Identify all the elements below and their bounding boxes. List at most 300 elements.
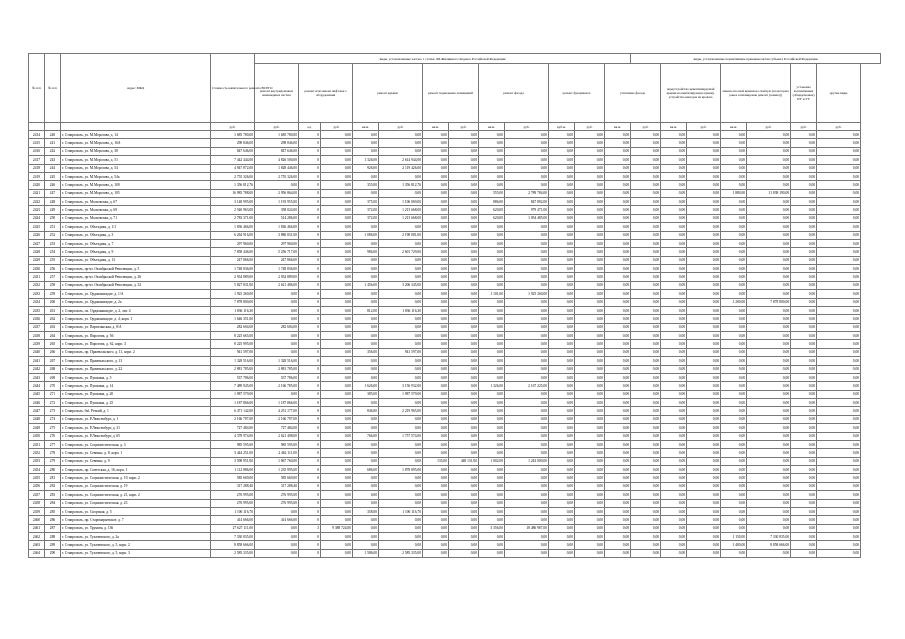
row-number-local: 258 (45, 281, 61, 289)
row-basement-area: 0,00 (423, 466, 449, 474)
row-basement-cost: 0,00 (449, 357, 479, 365)
row-pitched-area: 0,00 (721, 440, 747, 448)
row-roof-area: 355,00 (353, 181, 379, 189)
row-foundation-volume: 0,00 (549, 214, 575, 222)
row-total-cost: 3 444 251,00 (211, 449, 255, 457)
row-roof-cost: 0,00 (379, 290, 423, 298)
row-engineering-cost: 282 604,00 (255, 323, 299, 331)
row-address: г. Ставрополь, ул. Тухачевского, д. 5, корп. 2 (61, 541, 211, 549)
row-basement-area: 0,00 (423, 273, 449, 281)
row-other-cost: 0,00 (817, 457, 861, 465)
row-other-cost: 0,00 (817, 256, 861, 264)
row-foundation-cost: 0,00 (575, 298, 605, 306)
row-other-cost: 0,00 (817, 449, 861, 457)
row-insulation-cost: 0,00 (631, 147, 661, 155)
row-number: 2416 (29, 147, 45, 155)
row-number: 2450 (29, 432, 45, 440)
row-number-local: 255 (45, 256, 61, 264)
row-meters-cost: 0,00 (791, 332, 817, 340)
row-ventroof-cost: 0,00 (687, 524, 721, 532)
row-facade-area: 0,00 (479, 474, 505, 482)
row-facade-cost: 0,00 (505, 440, 549, 448)
row-lift-count: 0 (299, 172, 321, 180)
row-insulation-area: 0,00 (605, 131, 631, 139)
row-facade-cost: 0,00 (505, 449, 549, 457)
row-address: г. Ставрополь, ул. Орджоникидзе, д. 1/А (61, 290, 211, 298)
row-ventroof-cost: 0,00 (687, 156, 721, 164)
row-roof-cost: 0,00 (379, 340, 423, 348)
row-insulation-cost: 0,00 (631, 541, 661, 549)
row-lift-count: 0 (299, 457, 321, 465)
unit-label: куб.м. (549, 123, 575, 131)
row-address: г. Ставрополь, ул. Пржевальского, д. 22 (61, 365, 211, 373)
row-insulation-area: 0,00 (605, 415, 631, 423)
row-insulation-cost: 0,00 (631, 265, 661, 273)
row-foundation-volume: 0,00 (549, 332, 575, 340)
row-total-cost: 297 960,00 (211, 239, 255, 247)
table-row (29, 365, 881, 373)
row-other-cost: 0,00 (817, 248, 861, 256)
row-foundation-cost: 0,00 (575, 315, 605, 323)
row-roof-area: 375,00 (353, 198, 379, 206)
table-row (29, 281, 881, 289)
row-number-local: 271 (45, 390, 61, 398)
row-number-local: 282 (45, 482, 61, 490)
row-pitched-area: 0,00 (721, 466, 747, 474)
row-basement-cost: 0,00 (449, 139, 479, 147)
row-pitched-area: 0,00 (721, 507, 747, 515)
row-roof-area: 1 586,00 (353, 549, 379, 557)
row-insulation-area: 0,00 (605, 407, 631, 415)
row-engineering-cost: 1 193 955,00 (255, 198, 299, 206)
table-row (29, 482, 881, 490)
row-other-cost: 0,00 (817, 172, 861, 180)
row-foundation-cost: 0,00 (575, 399, 605, 407)
row-lift-count: 0 (299, 466, 321, 474)
row-number: 2425 (29, 223, 45, 231)
row-foundation-cost: 0,00 (575, 457, 605, 465)
row-lift-count: 0 (299, 239, 321, 247)
row-roof-area: 0,00 (353, 172, 379, 180)
row-basement-area: 0,00 (423, 265, 449, 273)
row-pitched-cost: 0,00 (747, 507, 791, 515)
row-foundation-volume: 0,00 (549, 206, 575, 214)
row-engineering-cost: 298 846,00 (255, 139, 299, 147)
row-address: г. Ставрополь, ул. Социалистическая, д. 3 (61, 440, 211, 448)
row-insulation-cost: 0,00 (631, 357, 661, 365)
row-meters-cost: 0,00 (791, 415, 817, 423)
row-basement-area: 0,00 (423, 382, 449, 390)
row-roof-cost: 0,00 (379, 189, 423, 197)
row-insulation-area: 0,00 (605, 449, 631, 457)
row-facade-area: 0,00 (479, 440, 505, 448)
row-facade-cost: 0,00 (505, 516, 549, 524)
row-ventroof-cost: 0,00 (687, 214, 721, 222)
header-kind-roof: ремонт крыши (353, 64, 423, 123)
row-engineering-cost: 727 484,00 (255, 424, 299, 432)
row-insulation-area: 0,00 (605, 306, 631, 314)
row-meters-cost: 0,00 (791, 248, 817, 256)
row-foundation-volume: 0,00 (549, 549, 575, 557)
row-lift-cost: 0,00 (321, 139, 353, 147)
row-total-cost: 8 225 665,00 (211, 332, 255, 340)
row-ventroof-area: 0,00 (661, 139, 687, 147)
row-address: г. Ставрополь, ул. М.Морозова, д. 105 (61, 189, 211, 197)
row-pitched-area: 0,00 (721, 348, 747, 356)
row-engineering-cost: 0,00 (255, 348, 299, 356)
row-number-local: 278 (45, 449, 61, 457)
row-roof-cost: 0,00 (379, 223, 423, 231)
row-lift-cost: 0,00 (321, 449, 353, 457)
row-facade-cost: 0,00 (505, 164, 549, 172)
row-other-cost: 0,00 (817, 499, 861, 507)
header-group-2: виды, установленные нормативным правовым актом субъекта Российской Федерации (631, 54, 881, 64)
row-address: г. Ставрополь, ул. Московская, д. 71 (61, 214, 211, 222)
row-lift-cost: 0,00 (321, 131, 353, 139)
table-row (29, 491, 881, 499)
row-roof-area: 0,00 (353, 323, 379, 331)
row-basement-area: 0,00 (423, 474, 449, 482)
row-insulation-cost: 0,00 (631, 248, 661, 256)
row-lift-count: 0 (299, 298, 321, 306)
row-insulation-cost: 0,00 (631, 440, 661, 448)
row-lift-cost: 0,00 (321, 365, 353, 373)
row-number: 2435 (29, 306, 45, 314)
row-insulation-cost: 0,00 (631, 407, 661, 415)
row-insulation-cost: 0,00 (631, 181, 661, 189)
table-row (29, 340, 881, 348)
row-facade-area: 0,00 (479, 265, 505, 273)
row-address: г. Ставрополь, пр. Старомарьевское, д. 7 (61, 516, 211, 524)
row-insulation-cost: 0,00 (631, 432, 661, 440)
row-foundation-cost: 0,00 (575, 432, 605, 440)
row-foundation-cost: 0,00 (575, 348, 605, 356)
row-lift-count: 0 (299, 382, 321, 390)
row-roof-cost: 1 987 579,00 (379, 390, 423, 398)
row-foundation-cost: 0,00 (575, 533, 605, 541)
row-pitched-area: 1 200,00 (721, 298, 747, 306)
row-number-local: 257 (45, 273, 61, 281)
row-number: 2424 (29, 214, 45, 222)
row-other-cost: 0,00 (817, 139, 861, 147)
row-basement-area: 0,00 (423, 139, 449, 147)
row-basement-cost: 0,00 (449, 482, 479, 490)
row-total-cost: 7 858 446,00 (211, 248, 255, 256)
row-engineering-cost: 0,00 (255, 541, 299, 549)
table-row (29, 206, 881, 214)
row-pitched-area: 0,00 (721, 306, 747, 314)
row-ventroof-cost: 0,00 (687, 373, 721, 381)
row-insulation-area: 0,00 (605, 189, 631, 197)
row-facade-area: 0,00 (479, 231, 505, 239)
row-ventroof-area: 0,00 (661, 198, 687, 206)
row-foundation-volume: 0,00 (549, 181, 575, 189)
row-pitched-cost: 0,00 (747, 499, 791, 507)
row-basement-cost: 0,00 (449, 306, 479, 314)
row-basement-area: 0,00 (423, 256, 449, 264)
row-lift-count: 0 (299, 139, 321, 147)
row-other-cost: 0,00 (817, 382, 861, 390)
row-pitched-area: 1 880,00 (721, 189, 747, 197)
row-pitched-area: 0,00 (721, 399, 747, 407)
row-number-local: 254 (45, 248, 61, 256)
row-facade-cost: 0,00 (505, 541, 549, 549)
row-ventroof-cost: 0,00 (687, 273, 721, 281)
row-facade-cost: 0,00 (505, 415, 549, 423)
row-foundation-volume: 0,00 (549, 482, 575, 490)
row-meters-cost: 0,00 (791, 298, 817, 306)
row-basement-area: 0,00 (423, 440, 449, 448)
row-roof-cost: 0,00 (379, 440, 423, 448)
row-pitched-area: 0,00 (721, 424, 747, 432)
row-lift-count: 0 (299, 273, 321, 281)
row-foundation-cost: 0,00 (575, 323, 605, 331)
row-insulation-cost: 0,00 (631, 189, 661, 197)
row-facade-cost: 0,00 (505, 281, 549, 289)
row-total-cost: 941 597,00 (211, 348, 255, 356)
row-total-cost: 2 934 889,00 (211, 273, 255, 281)
row-insulation-cost: 0,00 (631, 298, 661, 306)
row-engineering-cost: 0,00 (255, 298, 299, 306)
row-facade-area: 0,00 (479, 365, 505, 373)
row-pitched-cost: 0,00 (747, 415, 791, 423)
row-total-cost: 8 225 995,00 (211, 340, 255, 348)
row-basement-area: 0,00 (423, 231, 449, 239)
unit-label: руб. (747, 123, 791, 131)
row-number-local: 263 (45, 323, 61, 331)
row-ventroof-area: 0,00 (661, 256, 687, 264)
row-roof-area: 0,00 (353, 357, 379, 365)
row-foundation-volume: 0,00 (549, 449, 575, 457)
row-insulation-cost: 0,00 (631, 399, 661, 407)
row-facade-cost: 2 167 225,00 (505, 382, 549, 390)
header-kind-lift: ремонт или замена лифтового оборудования (299, 64, 353, 123)
row-insulation-cost: 0,00 (631, 348, 661, 356)
row-ventroof-area: 0,00 (661, 306, 687, 314)
row-lift-cost: 0,00 (321, 156, 353, 164)
row-other-cost: 0,00 (817, 290, 861, 298)
row-facade-cost: 0,00 (505, 340, 549, 348)
row-facade-area: 1 002,00 (479, 457, 505, 465)
row-roof-area: 0,00 (353, 449, 379, 457)
row-facade-area: 0,00 (479, 541, 505, 549)
row-engineering-cost: 1 328 516,00 (255, 357, 299, 365)
row-number: 2451 (29, 440, 45, 448)
row-lift-count: 0 (299, 290, 321, 298)
row-address: г. Ставрополь, ул. Пушкина, д. 25 (61, 399, 211, 407)
row-insulation-area: 0,00 (605, 524, 631, 532)
row-insulation-cost: 0,00 (631, 390, 661, 398)
row-foundation-volume: 0,00 (549, 516, 575, 524)
row-ventroof-area: 0,00 (661, 482, 687, 490)
row-number: 2423 (29, 206, 45, 214)
row-lift-count: 0 (299, 357, 321, 365)
row-number: 2417 (29, 156, 45, 164)
row-pitched-cost: 0,00 (747, 256, 791, 264)
row-insulation-cost: 0,00 (631, 373, 661, 381)
table-row (29, 189, 881, 197)
row-engineering-cost: 985 595,00 (255, 440, 299, 448)
row-basement-cost: 0,00 (449, 265, 479, 273)
row-facade-cost: 0,00 (505, 373, 549, 381)
row-address: г. Ставрополь, ул. Спортная, д. 5 (61, 507, 211, 515)
row-roof-area: 0,00 (353, 189, 379, 197)
unit-label: ед. (299, 123, 321, 131)
row-number: 2457 (29, 491, 45, 499)
row-basement-area: 0,00 (423, 491, 449, 499)
row-ventroof-area: 0,00 (661, 533, 687, 541)
row-meters-cost: 0,00 (791, 516, 817, 524)
row-roof-area: 0,00 (353, 491, 379, 499)
row-facade-cost: 2 789 784,00 (505, 189, 549, 197)
row-basement-area: 135,00 (423, 457, 449, 465)
row-facade-cost: 0,00 (505, 474, 549, 482)
row-insulation-area: 0,00 (605, 164, 631, 172)
row-number-local: 243 (45, 156, 61, 164)
row-meters-cost: 0,00 (791, 139, 817, 147)
row-pitched-area: 0,00 (721, 524, 747, 532)
row-number-local: 250 (45, 214, 61, 222)
row-foundation-volume: 0,00 (549, 139, 575, 147)
row-number: 2419 (29, 172, 45, 180)
row-pitched-cost: 0,00 (747, 172, 791, 180)
row-ventroof-area: 0,00 (661, 189, 687, 197)
row-total-cost: 7 878 800,00 (211, 298, 255, 306)
row-foundation-cost: 0,00 (575, 164, 605, 172)
row-basement-cost: 0,00 (449, 390, 479, 398)
row-pitched-cost: 0,00 (747, 214, 791, 222)
row-total-cost: 8 858 666,00 (211, 541, 255, 549)
row-pitched-cost: 0,00 (747, 382, 791, 390)
table-row (29, 357, 881, 365)
row-number: 2462 (29, 533, 45, 541)
row-other-cost: 0,00 (817, 533, 861, 541)
row-total-cost: 985 595,00 (211, 440, 255, 448)
row-number: 2437 (29, 323, 45, 331)
row-address: г. Ставрополь, ул. Севенко, д. 9 (61, 457, 211, 465)
row-foundation-cost: 0,00 (575, 390, 605, 398)
row-address: г. Ставрополь, ул. Севенко, д. 8, корп. 1 (61, 449, 211, 457)
row-meters-cost: 0,00 (791, 198, 817, 206)
row-number-local: 276 (45, 432, 61, 440)
row-engineering-cost: 1 828 446,00 (255, 164, 299, 172)
unit-label: руб. (817, 123, 861, 131)
row-number: 2430 (29, 265, 45, 273)
header-address: Адрес МКД (61, 54, 211, 123)
row-other-cost: 0,00 (817, 223, 861, 231)
row-facade-cost: 0,00 (505, 139, 549, 147)
row-number: 2420 (29, 181, 45, 189)
row-address: г. Ставрополь, пр-кт. Октябрьской Революции, д. 32 (61, 281, 211, 289)
row-foundation-volume: 0,00 (549, 172, 575, 180)
row-foundation-volume: 0,00 (549, 281, 575, 289)
row-other-cost: 0,00 (817, 424, 861, 432)
row-engineering-cost: 5 256 717,00 (255, 248, 299, 256)
row-foundation-cost: 0,00 (575, 306, 605, 314)
row-basement-cost: 0,00 (449, 172, 479, 180)
header-group-1: виды, установленные частью 1 статьи 166 Жилищного Кодекса Российской Федерации (255, 54, 631, 64)
row-foundation-cost: 0,00 (575, 172, 605, 180)
row-engineering-cost: 2 621 486,00 (255, 281, 299, 289)
row-foundation-volume: 0,00 (549, 315, 575, 323)
row-ventroof-area: 0,00 (661, 415, 687, 423)
row-basement-cost: 0,00 (449, 223, 479, 231)
row-lift-count: 0 (299, 265, 321, 273)
row-ventroof-cost: 0,00 (687, 239, 721, 247)
row-insulation-cost: 0,00 (631, 323, 661, 331)
table-row (29, 223, 881, 231)
row-pitched-area: 0,00 (721, 206, 747, 214)
row-lift-cost: 0,00 (321, 290, 353, 298)
header-num: № п/п (29, 54, 45, 123)
row-foundation-volume: 0,00 (549, 248, 575, 256)
row-roof-area: 0,00 (353, 365, 379, 373)
row-pitched-area: 0,00 (721, 281, 747, 289)
row-number: 2463 (29, 541, 45, 549)
row-lift-cost: 0,00 (321, 147, 353, 155)
row-lift-count: 0 (299, 131, 321, 139)
row-foundation-volume: 0,00 (549, 147, 575, 155)
row-facade-cost: 0,00 (505, 499, 549, 507)
row-insulation-area: 0,00 (605, 198, 631, 206)
row-pitched-area: 0,00 (721, 499, 747, 507)
row-roof-cost: 1 213 668,00 (379, 206, 423, 214)
row-address: г. Ставрополь, ул. Орджоникидзе, д. 4, корп. 1 (61, 315, 211, 323)
row-roof-cost: 2 614 944,00 (379, 156, 423, 164)
row-number-local: 265 (45, 340, 61, 348)
row-ventroof-cost: 0,00 (687, 449, 721, 457)
row-engineering-cost: 276 995,00 (255, 491, 299, 499)
row-roof-area: 385,00 (353, 390, 379, 398)
row-basement-area: 0,00 (423, 549, 449, 557)
row-pitched-cost: 0,00 (747, 407, 791, 415)
row-basement-area: 0,00 (423, 214, 449, 222)
unit-label: кв.м. (423, 123, 449, 131)
row-meters-cost: 0,00 (791, 273, 817, 281)
row-number-local: 253 (45, 239, 61, 247)
row-roof-cost: 0,00 (379, 357, 423, 365)
row-basement-cost: 0,00 (449, 147, 479, 155)
row-pitched-area: 0,00 (721, 290, 747, 298)
row-insulation-cost: 0,00 (631, 281, 661, 289)
row-pitched-cost: 0,00 (747, 424, 791, 432)
row-number-local: 289 (45, 541, 61, 549)
row-pitched-cost: 11 838 190,00 (747, 189, 791, 197)
row-foundation-cost: 0,00 (575, 231, 605, 239)
row-facade-area: 0,00 (479, 172, 505, 180)
row-roof-area: 1 326,00 (353, 156, 379, 164)
row-lift-cost: 0,00 (321, 373, 353, 381)
row-facade-area: 3 356,00 (479, 524, 505, 532)
row-number-local: 281 (45, 474, 61, 482)
row-insulation-area: 0,00 (605, 365, 631, 373)
table-row (29, 524, 881, 532)
row-foundation-cost: 0,00 (575, 181, 605, 189)
row-foundation-cost: 0,00 (575, 332, 605, 340)
row-pitched-area: 0,00 (721, 415, 747, 423)
table-row (29, 306, 881, 314)
row-ventroof-cost: 0,00 (687, 491, 721, 499)
row-meters-cost: 0,00 (791, 357, 817, 365)
row-insulation-area: 0,00 (605, 281, 631, 289)
row-basement-cost: 0,00 (449, 382, 479, 390)
row-pitched-cost: 0,00 (747, 306, 791, 314)
row-facade-cost: 0,00 (505, 265, 549, 273)
row-pitched-cost: 0,00 (747, 399, 791, 407)
table-row (29, 499, 881, 507)
row-ventroof-cost: 0,00 (687, 315, 721, 323)
row-basement-cost: 0,00 (449, 533, 479, 541)
